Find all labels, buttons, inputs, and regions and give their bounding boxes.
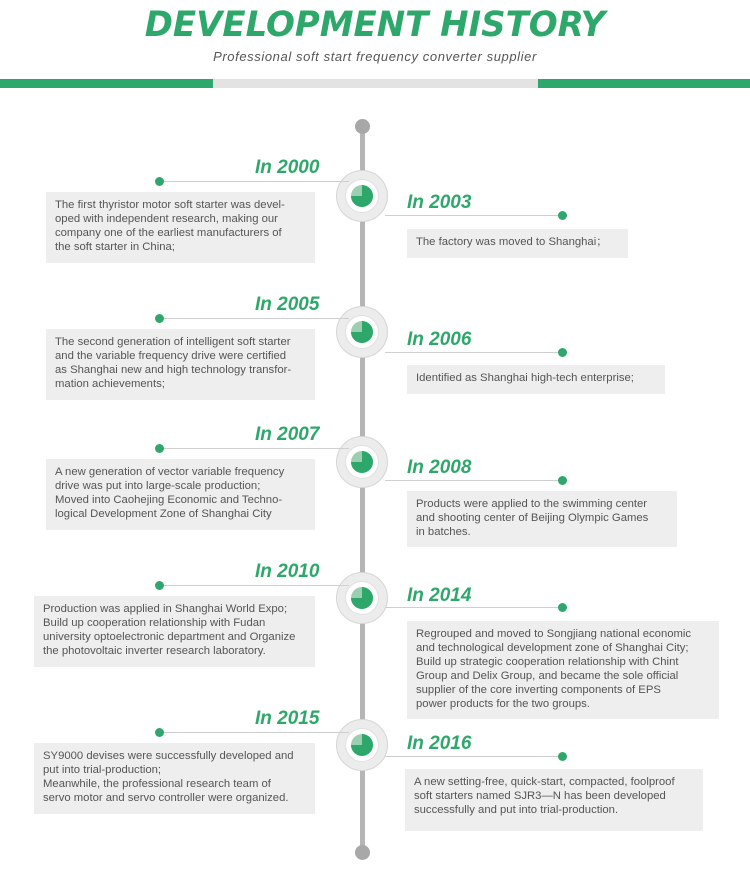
event-text-line: as Shanghai new and high technology transfor- [55, 364, 292, 376]
connector-dot [558, 348, 567, 357]
event-text-box-in-2007 [46, 459, 315, 530]
timeline-node-icon [336, 719, 388, 771]
timeline-start-cap [355, 119, 370, 134]
connector-line [159, 318, 349, 319]
event-text-line: and shooting center of Beijing Olympic Games [416, 512, 649, 524]
event-text-line: Regrouped and moved to Songjiang national economic [416, 628, 692, 640]
event-text-line: Identified as Shanghai high-tech enterprise; [416, 372, 634, 384]
event-text-line: company one of the earliest manufacturers of [55, 227, 282, 239]
timeline-node-icon [336, 170, 388, 222]
timeline-node-icon [336, 436, 388, 488]
event-text-line: mation achievements; [55, 378, 165, 390]
connector-dot [558, 752, 567, 761]
event-text-line: the photovoltaic inverter research laboratory. [43, 645, 266, 657]
event-text-line: in batches. [416, 526, 471, 538]
event-text-line: Production was applied in Shanghai World Expo; [43, 603, 288, 615]
connector-dot [155, 177, 164, 186]
event-text-line: Build up strategic cooperation relationship with Chint [416, 656, 679, 668]
year-label-in-2007: In 2007 [255, 424, 320, 445]
event-text-box-in-2014 [407, 621, 719, 719]
event-text-line: Products were applied to the swimming center [416, 498, 648, 510]
year-label-in-2014: In 2014 [407, 585, 472, 606]
pie-mark-icon [350, 320, 374, 344]
pie-mark-icon [350, 184, 374, 208]
event-text-line: the soft starter in China; [55, 241, 175, 253]
event-text-box-in-2005 [46, 329, 315, 400]
event-text-line: power products for the two groups. [416, 698, 590, 710]
event-text-line: The first thyristor motor soft starter was devel- [55, 199, 285, 211]
pie-mark-icon [350, 733, 374, 757]
timeline-node-icon [336, 572, 388, 624]
event-text-line: A new setting-free, quick-start, compacted, foolproof [414, 776, 675, 788]
event-text-box-in-2008 [407, 491, 677, 547]
event-text-line: and the variable frequency drive were certified [55, 350, 287, 362]
year-label-in-2005: In 2005 [255, 294, 320, 315]
connector-dot [155, 444, 164, 453]
connector-dot [558, 603, 567, 612]
page-subtitle: Professional soft start frequency converter supplier [213, 49, 537, 64]
event-text-line: drive was put into large-scale production; [55, 480, 261, 492]
event-text-line: supplier of the core inverting components of EPS [416, 684, 661, 696]
page-title: DEVELOPMENT HISTORY [144, 5, 606, 45]
event-text-line: Moved into Caohejing Economic and Techno- [55, 494, 283, 506]
event-text-line: Build up cooperation relationship with Fudan [43, 617, 266, 629]
year-label-in-2008: In 2008 [407, 457, 472, 478]
timeline-end-cap [355, 845, 370, 860]
header-band-middle [213, 79, 538, 88]
event-text-box-in-2006 [407, 365, 665, 394]
connector-line [159, 732, 349, 733]
event-text-line: put into trial-production; [43, 764, 162, 776]
connector-line [385, 607, 562, 608]
event-text-line: successfully and put into trial-production. [414, 804, 619, 816]
connector-line [159, 181, 349, 182]
year-label-in-2003: In 2003 [407, 192, 472, 213]
event-text-line: The factory was moved to Shanghai； [416, 236, 608, 248]
connector-dot [155, 728, 164, 737]
event-text-box-in-2003 [407, 229, 628, 258]
connector-dot [558, 476, 567, 485]
year-label-in-2010: In 2010 [255, 561, 320, 582]
event-text-box-in-2010 [34, 596, 315, 667]
connector-line [385, 480, 562, 481]
connector-dot [155, 314, 164, 323]
timeline-node-icon [336, 306, 388, 358]
connector-line [159, 448, 349, 449]
event-text-line: The second generation of intelligent soft starter [55, 336, 291, 348]
event-text-box-in-2016 [405, 769, 703, 831]
year-label-in-2006: In 2006 [407, 329, 472, 350]
connector-line [385, 215, 562, 216]
year-label-in-2000: In 2000 [255, 157, 320, 178]
event-text-line: SY9000 devises were successfully developed and [43, 750, 294, 762]
event-text-line: university optoelectronic department and Organize [43, 631, 296, 643]
event-text-line: oped with independent research, making our [55, 213, 278, 225]
event-text-line: A new generation of vector variable frequency [55, 466, 285, 478]
connector-dot [155, 581, 164, 590]
event-text-box-in-2000 [46, 192, 315, 263]
event-text-line: logical Development Zone of Shanghai City [55, 508, 272, 520]
connector-line [159, 585, 349, 586]
pie-mark-icon [350, 586, 374, 610]
year-label-in-2015: In 2015 [255, 708, 320, 729]
connector-line [385, 352, 562, 353]
event-text-line: Group and Delix Group, and became the sole official [416, 670, 679, 682]
connector-dot [558, 211, 567, 220]
connector-line [385, 756, 562, 757]
event-text-line: Meanwhile, the professional research team of [43, 778, 271, 790]
event-text-line: soft starters named SJR3—N has been developed [414, 790, 666, 802]
year-label-in-2016: In 2016 [407, 733, 472, 754]
event-text-line: servo motor and servo controller were organized. [43, 792, 289, 804]
event-text-box-in-2015 [34, 743, 315, 814]
header-band-left [0, 79, 213, 88]
event-text-line: and technological development zone of Shanghai City; [416, 642, 689, 654]
pie-mark-icon [350, 450, 374, 474]
header-band-right [538, 79, 750, 88]
